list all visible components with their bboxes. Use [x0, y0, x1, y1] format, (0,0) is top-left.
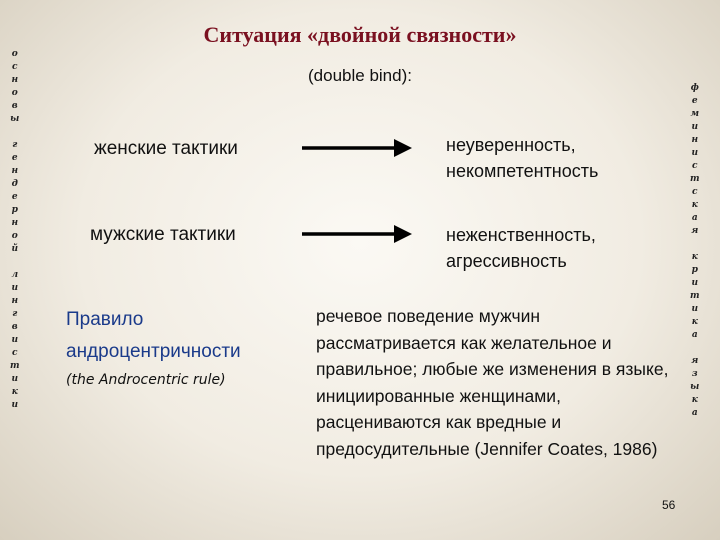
- left-side-letter: г: [12, 140, 18, 150]
- left-side-letter: е: [11, 153, 18, 163]
- left-side-letter: о: [11, 88, 18, 98]
- female-tactics-result: [446, 132, 598, 184]
- right-side-letter: к: [691, 395, 698, 405]
- right-side-letter: е: [691, 96, 698, 106]
- left-side-word: [11, 139, 18, 256]
- left-side-letter: р: [11, 205, 18, 215]
- right-side-letter: с: [692, 161, 698, 171]
- male-tactics-label: мужские тактики: [90, 224, 236, 245]
- left-side-letter: и: [11, 400, 19, 410]
- left-side-letter: о: [11, 49, 18, 59]
- arrow-right-icon: [300, 222, 414, 246]
- right-side-letter: и: [691, 122, 699, 132]
- left-side-letter: н: [11, 218, 19, 228]
- left-side-word: [10, 269, 20, 412]
- right-side-letter: я: [691, 356, 699, 366]
- left-side-letter: е: [11, 192, 18, 202]
- left-side-letter: д: [11, 179, 18, 189]
- left-side-word: [10, 48, 19, 126]
- rule-title-line-2: андроцентричности: [66, 341, 241, 362]
- right-side-letter: ы: [690, 382, 700, 392]
- right-side-word: [690, 355, 699, 420]
- left-side-letter: н: [11, 166, 19, 176]
- right-side-letter: к: [691, 317, 698, 327]
- slide-title: Ситуация «двойной связности»: [203, 22, 517, 47]
- arrow-right-icon: [300, 136, 414, 160]
- right-side-letter: а: [691, 408, 698, 418]
- right-side-letter: т: [690, 174, 700, 184]
- male-tactics-result: [446, 222, 596, 274]
- left-side-letter: с: [12, 62, 18, 72]
- right-side-letter: ф: [690, 83, 699, 93]
- right-side-letter: м: [690, 109, 700, 119]
- male-result-line-1: неженственность,: [446, 225, 596, 245]
- left-side-vertical-text: [10, 48, 20, 425]
- coates-quote: речевое поведение мужчин рассматривается как желательное и правильное; любые же изменения в языке, инициированные женщинами, расцениваются как вредные и предосудительные (Jennifer Coates, 1986): [316, 306, 669, 459]
- right-side-letter: и: [691, 148, 699, 158]
- right-side-letter: т: [690, 291, 700, 301]
- right-side-word: [690, 82, 700, 238]
- right-side-letter: а: [691, 213, 698, 223]
- left-side-letter: г: [12, 309, 18, 319]
- right-side-letter: и: [691, 278, 699, 288]
- page-number: 56: [662, 498, 676, 512]
- left-side-letter: и: [11, 283, 19, 293]
- slide-subtitle: (double bind):: [308, 66, 412, 85]
- female-result-line-1: неуверенность,: [446, 135, 576, 155]
- right-side-letter: з: [691, 369, 698, 379]
- right-side-letter: а: [691, 330, 698, 340]
- androcentric-rule-title: [66, 304, 306, 368]
- right-side-letter: и: [691, 304, 699, 314]
- left-side-letter: с: [12, 348, 18, 358]
- left-side-letter: ы: [10, 114, 20, 124]
- right-side-letter: р: [691, 265, 698, 275]
- right-side-letter: я: [691, 226, 699, 236]
- right-side-letter: с: [692, 187, 698, 197]
- male-result-line-2: агрессивность: [446, 251, 567, 271]
- right-side-letter: н: [691, 135, 699, 145]
- left-side-letter: и: [11, 374, 19, 384]
- female-tactics-label: женские тактики: [94, 138, 238, 159]
- left-side-letter: л: [11, 270, 19, 280]
- left-side-letter: в: [11, 101, 18, 111]
- left-side-letter: н: [11, 75, 19, 85]
- female-result-line-2: некомпетентность: [446, 161, 599, 181]
- right-side-vertical-text: [690, 82, 700, 433]
- left-side-letter: н: [11, 296, 19, 306]
- left-side-letter: й: [11, 244, 19, 254]
- rule-title-line-1: Правило: [66, 309, 144, 330]
- right-side-word: [690, 251, 700, 342]
- right-side-letter: к: [691, 200, 698, 210]
- left-side-letter: т: [10, 361, 20, 371]
- androcentric-rule-english: (the Androcentric rule): [66, 372, 226, 388]
- left-side-letter: к: [11, 387, 18, 397]
- left-side-letter: о: [11, 231, 18, 241]
- left-side-letter: и: [11, 335, 19, 345]
- left-side-letter: в: [11, 322, 18, 332]
- right-side-letter: к: [691, 252, 698, 262]
